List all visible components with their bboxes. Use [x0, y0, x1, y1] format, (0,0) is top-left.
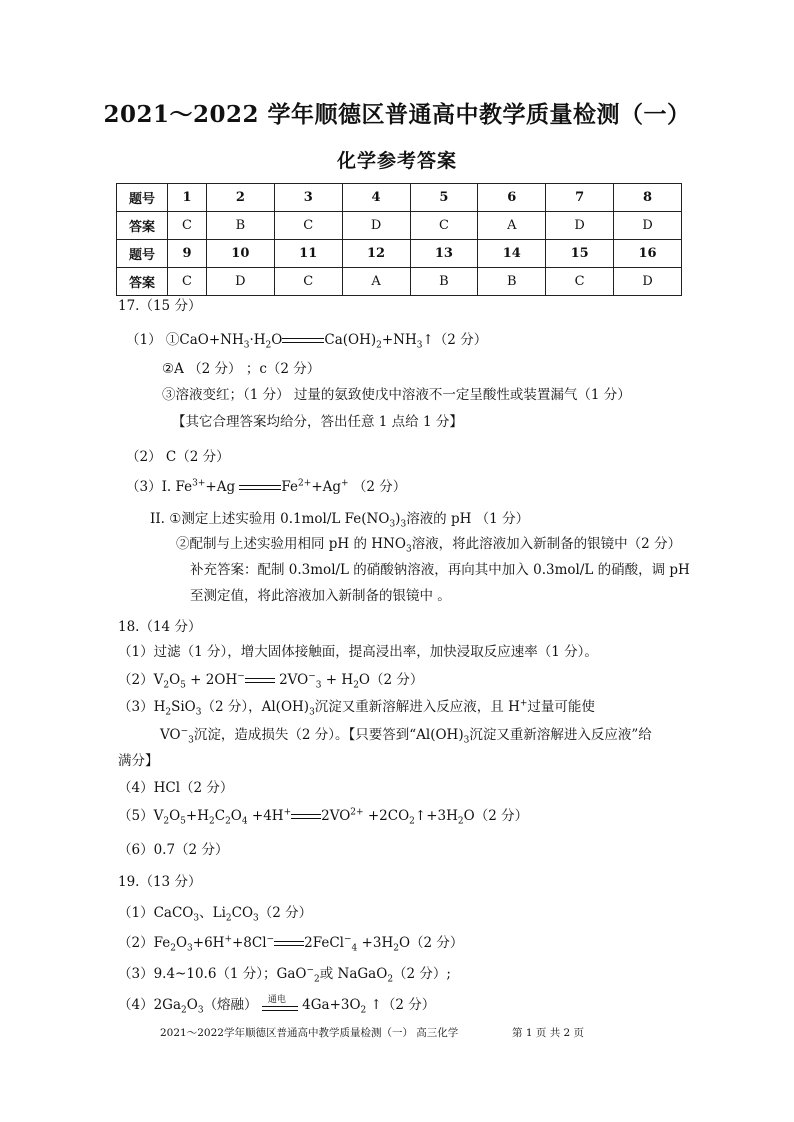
- question-number-cell: 4: [342, 184, 410, 212]
- question-number-cell: 10: [206, 240, 274, 268]
- equals-sign-icon: [239, 483, 281, 493]
- answer-cell: B: [410, 268, 478, 296]
- q17-part3-ii-2: ②配制与上述实验用相同 pH 的 $HNO_3$溶液，将此溶液加入新制备的银镜中（2 分）: [176, 536, 682, 555]
- footer-exam-name: 2021～2022学年顺德区普通高中教学质量检测（一） 高三化学: [160, 1027, 459, 1039]
- page-subtitle: 化学参考答案: [336, 150, 457, 172]
- q17-part1-b: ②A （2 分） ；c（2 分）: [162, 361, 321, 377]
- row-header-question: 题号: [117, 184, 168, 212]
- answer-cell: D: [342, 212, 410, 240]
- question-number-cell: 16: [614, 240, 682, 268]
- q18-heading: 18.（14 分）: [118, 619, 202, 635]
- question-number-cell: 13: [410, 240, 478, 268]
- answer-cell: C: [274, 212, 342, 240]
- question-number-cell: 3: [274, 184, 342, 212]
- footer-page-number: 第 1 页 共 2 页: [512, 1027, 585, 1039]
- q17-heading: 17.（15 分）: [118, 298, 202, 314]
- equals-sign-icon: [282, 336, 324, 346]
- equals-sign-icon: [274, 939, 304, 949]
- answer-cell: C: [546, 268, 614, 296]
- q18-part5: $(5)V_2O_5+H_2C_2O_4 +4H^+$ $2VO^{2+}$ $+2CO_2↑+3H_2O(2$ 分）: [118, 807, 529, 827]
- question-number-cell: 9: [168, 240, 207, 268]
- answer-cell: B: [206, 212, 274, 240]
- q18-part1: （1）过滤（1 分），增大固体接触面，提高浸出率，加快浸取反应速率（1 分）。: [118, 644, 598, 660]
- q17-part2: （2） C（2 分）: [126, 449, 230, 465]
- electrolysis-condition-icon: 通电: [262, 997, 298, 1015]
- q17-part3-i: （3）I. $Fe^{3+}+Ag$ $Fe^{2+}+Ag^+$ （2 分）: [126, 478, 407, 495]
- question-number-cell: 15: [546, 240, 614, 268]
- q19-part2: $(2)Fe_2O_3+6H^++8Cl^-$ 2FeCl−$_4$ $+3H_2O(2$ 分）: [118, 934, 464, 954]
- question-number-cell: 5: [410, 184, 478, 212]
- answer-cell: D: [614, 212, 682, 240]
- answer-cell: B: [478, 268, 546, 296]
- answer-cell: C: [410, 212, 478, 240]
- q17-part1-eq: （1） $①CaO+NH_3\cdot H_2O$ $Ca(OH)_2+NH_3↑(2$ 分）: [126, 332, 488, 351]
- q18-part2: $(2)V_2O_5 + 2OH^-$ $2VO^-_3 + H_2O(2$ 分）: [118, 671, 424, 691]
- answer-cell: C: [274, 268, 342, 296]
- q19-part4: $(4)2Ga_2O_3$（熔融） 通电 $4Ga+3O_2$ ↑（2 分）: [118, 994, 436, 1016]
- answer-cell: D: [206, 268, 274, 296]
- row-header-question: 题号: [117, 240, 168, 268]
- row-header-answer: 答案: [117, 212, 168, 240]
- equals-sign-icon: [245, 676, 275, 686]
- question-number-cell: 2: [206, 184, 274, 212]
- q17-part3-supplement-2: 至测定值，将此溶液加入新制备的银镜中 。: [190, 588, 451, 604]
- q17-part1-note: 【其它合理答案均给分，答出任意 1 点给 1 分】: [172, 414, 463, 430]
- q18-part3-cont-2: 满分】: [118, 753, 159, 769]
- q19-heading: 19.（13 分）: [118, 874, 202, 890]
- question-number-cell: 14: [478, 240, 546, 268]
- answer-cell: A: [342, 268, 410, 296]
- answer-cell: D: [614, 268, 682, 296]
- question-number-cell: 11: [274, 240, 342, 268]
- q18-part3: $(3)H_2SiO_3(2$ 分），$Al(OH)_3$沉淀又重新溶解进入反应液，且 H+过量可能使: [118, 698, 595, 718]
- answer-cell: A: [478, 212, 546, 240]
- q17-part3-supplement: 补充答案：配制 0.3mol/L 的硝酸钠溶液，再向其中加入 0.3mol/L 的硝酸，调 pH: [190, 562, 690, 578]
- q18-part4: （4）HCl（2 分）: [118, 780, 234, 796]
- answer-cell: D: [546, 212, 614, 240]
- q17-part1-c: ③溶液变红；（1 分） 过量的氨致使戊中溶液不一定呈酸性或装置漏气（1 分）: [162, 387, 631, 403]
- page-title: 2021～2022 学年顺德区普通高中教学质量检测（一）: [103, 101, 691, 128]
- answer-cell: C: [168, 212, 207, 240]
- question-number-cell: 1: [168, 184, 207, 212]
- question-number-cell: 7: [546, 184, 614, 212]
- q19-part3: （3）9.4~10.6（1 分）；GaO−$_2$或 NaGaO$_2$（2 分）;: [118, 965, 451, 985]
- equals-sign-icon: [291, 812, 321, 822]
- question-number-cell: 8: [614, 184, 682, 212]
- answer-cell: C: [168, 268, 207, 296]
- q18-part6: （6）0.7（2 分）: [118, 842, 229, 858]
- q17-part3-ii-1: II. ①测定上述实验用 0.1mol/L $Fe(NO_3)_3$溶液的 pH （1 分）: [150, 511, 530, 530]
- question-number-cell: 6: [478, 184, 546, 212]
- q19-part1: （1）CaCO$_3$、$Li_2CO_3(2$ 分）: [118, 905, 313, 924]
- question-number-cell: 12: [342, 240, 410, 268]
- row-header-answer: 答案: [117, 268, 168, 296]
- q18-part3-cont: $VO^-_3$沉淀，造成损失（2 分）。【只要答到“$Al(OH)_3$沉淀又重新溶解进入反应液”给: [160, 726, 652, 746]
